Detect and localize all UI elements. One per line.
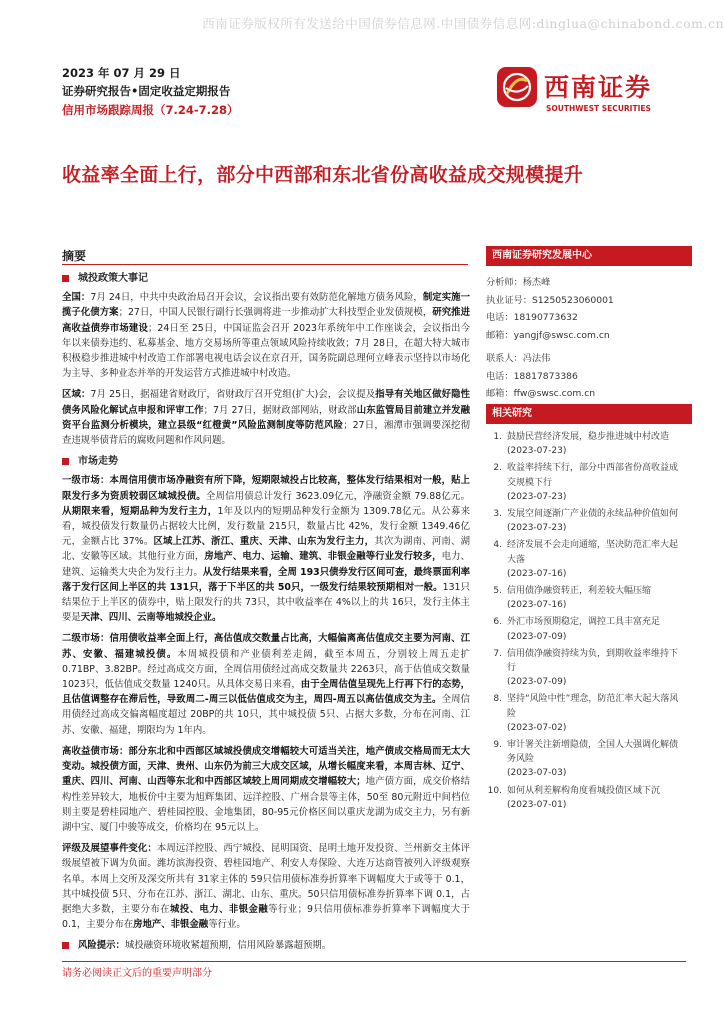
email-link[interactable]: ffw@swsc.com.cn: [513, 388, 596, 399]
item-number: 4.: [493, 540, 502, 551]
paragraph-rating-changes: [62, 841, 470, 932]
item-date: (2023-07-09): [507, 677, 567, 688]
institute-bar: 西南证券研究发展中心: [486, 246, 692, 266]
item-number: 2.: [493, 463, 502, 474]
item-date: (2023-07-23): [507, 491, 567, 502]
report-series: 信用市场跟踪周报（7.24-7.28）: [62, 103, 239, 117]
logo-text-cn: 西南证券: [544, 73, 653, 102]
email-link[interactable]: yangjf@swsc.com.cn: [513, 329, 610, 341]
paragraph-national: [62, 290, 470, 381]
text-bold: 房地产、电力、运输、建筑、非银金融等行业发行较多，: [204, 551, 442, 563]
text: 全周信用债总计发行 3623.09亿元，净融资金额 79.88亿元。: [205, 490, 470, 502]
watermark: 西南证券版权所有发送给中国债券信息网.中国债券信息网:dinglua@chinabond.com.cn: [202, 16, 724, 31]
item-date: (2023-07-23): [507, 523, 567, 534]
item-body: [507, 784, 660, 812]
label: 邮箱：: [486, 388, 514, 399]
item-date: (2023-07-16): [507, 568, 567, 579]
abstract-heading: 摘要: [62, 249, 87, 263]
item-title: 收益率持续下行，部分中西部省份高收益成交规模下行: [507, 463, 679, 488]
related-item[interactable]: [486, 692, 686, 735]
related-research-list: [486, 430, 686, 815]
paragraph-secondary-market: [62, 631, 470, 737]
report-date: 2023 年 07 月 29 日: [62, 66, 181, 80]
text-bold: 研究推进高收益债券市场建设: [62, 307, 470, 334]
text-bold: 评级及展望事件变化：: [62, 843, 157, 855]
text-bold: 城投、电力、非银金融: [169, 903, 269, 915]
text: ；27日，中国人民银行副行长强调将进一步推动扩大科技型企业发债规模，: [118, 307, 433, 319]
related-item[interactable]: [486, 507, 686, 535]
text: 本周城投债和产业债利差走阔，截至本周五，分别较上周五走扩 0.71BP、3.82BP。经过高成交方面，全周信用债经过高成交数量共 2263只，高于估值成交数量 1023只，低估值成交数量 1240只。从具体交易日来看，: [62, 648, 470, 691]
item-date: (2023-07-23): [507, 446, 567, 457]
text-bold: 山东监管局目前建立并发融资平台监测分析模块，建立县级“红橙黄”风险监测制度等防范风险: [62, 404, 470, 431]
analyst-name: 杨杰峰: [522, 277, 551, 288]
item-body: [507, 461, 686, 504]
item-number: 6.: [493, 617, 502, 628]
text: 等行业；9只信用债标准券折算率下调幅度大于 0.1，主要分布在: [62, 903, 470, 931]
item-date: (2023-07-02): [507, 722, 567, 733]
analyst-contact: [486, 274, 686, 403]
footer-disclaimer: 请务必阅读正文后的重要声明部分: [62, 968, 212, 979]
text-bold: 二级市场：信用债收益率全面上行，高估值成交数量占比高，大幅偏离高估值成交主要为河南、江苏、安徽、福建城投债。: [62, 633, 470, 660]
text-bold: 从发行结果来看，全周 193只债券发行区间可查，最终票面利率落于发行区间上半区的共 131只，落于下半区的共 50只，一级发行结果较预期相对一般。: [62, 566, 470, 593]
item-number: 9.: [493, 740, 502, 751]
page-title: 收益率全面上行，部分中西部和东北省份高收益成交规模提升: [62, 164, 584, 186]
item-title: 鼓励民营经济发展，稳步推进城中村改造: [507, 432, 670, 442]
label: 电话：: [486, 312, 514, 323]
related-item[interactable]: [486, 615, 686, 643]
related-item[interactable]: [486, 430, 686, 458]
logo-text-en: SOUTHWEST SECURITIES: [546, 104, 651, 113]
item-number: 1.: [493, 432, 502, 442]
report-type: 证券研究报告•固定收益定期报告: [62, 84, 231, 98]
license-row: [486, 292, 686, 310]
text: 全周信用债经过高成交偏离幅度超过 20BP的共 10只，其中城投债 5只、占据大多数，分布在河南、江苏、安徽、福建，期限均为 1年内。: [62, 694, 470, 736]
risk-label: 风险提示：: [78, 940, 125, 952]
phone-number: 18190773632: [513, 312, 578, 323]
item-date: (2023-07-09): [507, 631, 567, 642]
text: 地产债方面，成交价格结构性差异较大，地板价中主要为旭辉集团、远洋控股、广州合景等主体，50至 80元附近中间档位则主要是碧桂园地产、碧桂园控股、金地集团，80-95元价格区间以重庆龙湖为成交主力，另有新湖中宝、厦门中骏等成交，价格均在 95元以上。: [62, 776, 470, 833]
related-item[interactable]: [486, 647, 686, 690]
item-number: 8.: [493, 694, 502, 705]
text-bold: 高收益债市场：部分东北和中西部区域城投债成交增幅较大可适当关注，地产债成交格局而无太大变动。城投债方面，天津、贵州、山东仍为前三大成交区域，从增长幅度来看，本周吉林、辽宁、重庆、四川、河南、山西等东北和中西部区域较上周同期成交增幅较大；: [62, 745, 470, 788]
item-number: 7.: [493, 648, 502, 659]
item-date: (2023-07-03): [507, 768, 567, 779]
text: 7月 24日，中共中央政治局召开会议，会议指出要有效防范化解地方债务风险，: [90, 292, 423, 304]
abstract-divider: [62, 264, 468, 265]
text: 131只结果位于上半区的债券中，贴上限发行的共 73只，其中收益率在 4%以上的共 16只，发行主体主要是: [62, 581, 470, 624]
item-body: [507, 507, 678, 535]
text: ；27日，湘潭市强调要深挖彻查违规举债背后的腐败问题和作风问题。: [62, 419, 470, 447]
related-item[interactable]: [486, 784, 686, 812]
paragraph-primary-market: [62, 473, 470, 625]
related-item[interactable]: [486, 461, 686, 504]
item-body: [507, 647, 686, 690]
related-item[interactable]: [486, 584, 686, 612]
item-date: (2023-07-16): [507, 600, 567, 611]
item-title: 外汇市场预期稳定，调控工具丰富充足: [507, 617, 661, 628]
item-body: [507, 738, 686, 781]
risk-warning: [62, 938, 470, 953]
text: 其次为湖南、河南、湖北、安徽等区域。其他行业方面，: [62, 536, 470, 563]
text-bold: 一级市场：本周信用债市场净融资有所下降，短期限城投占比较高，整体发行结果相对一般，贴上限发行多为资质较弱区域城投债。: [62, 475, 470, 502]
text-bold: 从期限来看，短期品种为发行主力，: [62, 505, 218, 517]
related-item[interactable]: [486, 738, 686, 781]
item-title: 经济发展不会走向通缩，坚决防范汇率大起大落: [507, 540, 679, 565]
text: 1年及以内的短期品种发行金额为 1309.78亿元。从公募来看，城投债发行数量仍占据较大比例，发行数量 215只，数量占比 42%，发行金额 1349.46亿元，金额占比 37%。: [62, 505, 470, 548]
item-title: 发展空间逐渐广产业债的永续品种价值如何: [507, 509, 679, 520]
label: 电话：: [486, 370, 514, 382]
item-body: [507, 430, 669, 458]
section-heading: 市场走势: [78, 456, 118, 468]
section-policy: [62, 271, 470, 286]
item-number: 5.: [493, 586, 502, 597]
label: 邮箱：: [486, 329, 514, 341]
item-title: 信用债净融资转正，利差较大幅压缩: [507, 586, 652, 597]
text: 电力、建筑、运输类大央企为发行主力。: [62, 551, 470, 578]
text-bold: 制定实施一揽子化债方案: [62, 292, 470, 319]
item-title: 审计署关注新增隐债，全国人大强调化解债务风险: [507, 740, 679, 765]
bullet-square-icon: [62, 942, 69, 949]
related-item[interactable]: [486, 538, 686, 581]
label: 分析师：: [486, 277, 523, 288]
phone2-row: [486, 368, 686, 386]
item-number: 10.: [487, 785, 502, 796]
analyst-row: [486, 274, 686, 292]
text: 本周远洋控股、西宁城投、昆明国资、昆明土地开发投资、兰州新交主体评级展望被下调为负面。潍坊滨海投资、碧桂园地产、利安人寿保险、大连万达商管被列入评级观察名单。本周上交所及深交所共有 31家主体的 59只信用债标准券折算率下调幅度大于或等于 0.1，其中城投债 5只、分布在江苏、浙江、湖北、山东、重庆。50只信用债标准券折算率下调 0.1，占据绝大多数，主要分布在: [62, 843, 470, 915]
item-body: [507, 692, 686, 735]
abstract-body: [62, 268, 470, 958]
email-row: [486, 327, 686, 345]
label: 联系人：: [486, 353, 523, 364]
related-research-bar: 相关研究: [486, 404, 692, 424]
footer-divider: [62, 961, 686, 962]
license-number: S1250523060001: [531, 294, 614, 306]
company-logo: [496, 60, 686, 122]
text-bold: 由于全周估值呈现先上行再下行的态势，且估值调整存在滞后性，导致周二-周三以低估值成交为主，周四-周五以高估值成交为主。: [62, 679, 470, 706]
paragraph-regional: [62, 387, 470, 448]
bullet-square-icon: [62, 458, 69, 465]
contact-row: [486, 350, 686, 368]
logo-emblem-icon: [496, 66, 538, 108]
item-body: [507, 584, 651, 612]
section-market: [62, 454, 470, 469]
section-heading: 城投政策大事记: [78, 273, 148, 284]
label-regional: 区域：: [62, 389, 91, 401]
item-title: 坚持“风险中性”理念，防范汇率大起大落风险: [507, 694, 679, 719]
item-title: 信用债净融资持续为负，到期收益率维持下行: [507, 648, 679, 674]
text: ；7月 27日，据财政部网站，财政部: [203, 404, 357, 416]
text: ；24日至 25日，中国证监会召开 2023年系统年中工作座谈会，会议指出今年以来债券违约、私募基金、地方交易场所等重点领域风险持续收敛；7月 28日，在超大特大城市积极稳步推进城中村改造工作部署电视电话会议在京召开，国务院副总理何立峰表示坚持以市场化为主导、多种业态并举的开发运营方式推进城中村改造。: [62, 322, 470, 380]
text: 等行业。: [208, 919, 246, 931]
bullet-square-icon: [62, 275, 69, 282]
label: 执业证号：: [486, 294, 532, 306]
risk-text: 城投融资环境收紧超预期，信用风险暴露超预期。: [124, 940, 332, 952]
text: 7月 25日，据福建省财政厅，省财政厅召开党组(扩大)会，会议提及: [90, 389, 376, 401]
item-body: [507, 615, 660, 643]
item-date: (2023-07-01): [507, 799, 567, 810]
contact-name: 冯法伟: [522, 353, 551, 364]
phone-number: 18817873386: [513, 370, 578, 382]
item-body: [507, 538, 686, 581]
text-bold: 区域上江苏、浙江、重庆、天津、山东为发行主力，: [153, 536, 375, 548]
email2-row: [486, 385, 686, 403]
phone-row: [486, 309, 686, 327]
text-bold: 天津、四川、云南等地城投企业。: [80, 612, 222, 624]
text-bold: 房地产、非银金融: [133, 919, 209, 931]
item-number: 3.: [493, 509, 502, 520]
item-title: 如何从利差解构角度看城投债区域下沉: [507, 785, 661, 796]
label-national: 全国：: [62, 292, 91, 304]
paragraph-high-yield: [62, 744, 470, 835]
text-bold: 指导有关地区做好隐性债务风险化解试点申报和评审工作: [62, 389, 470, 416]
